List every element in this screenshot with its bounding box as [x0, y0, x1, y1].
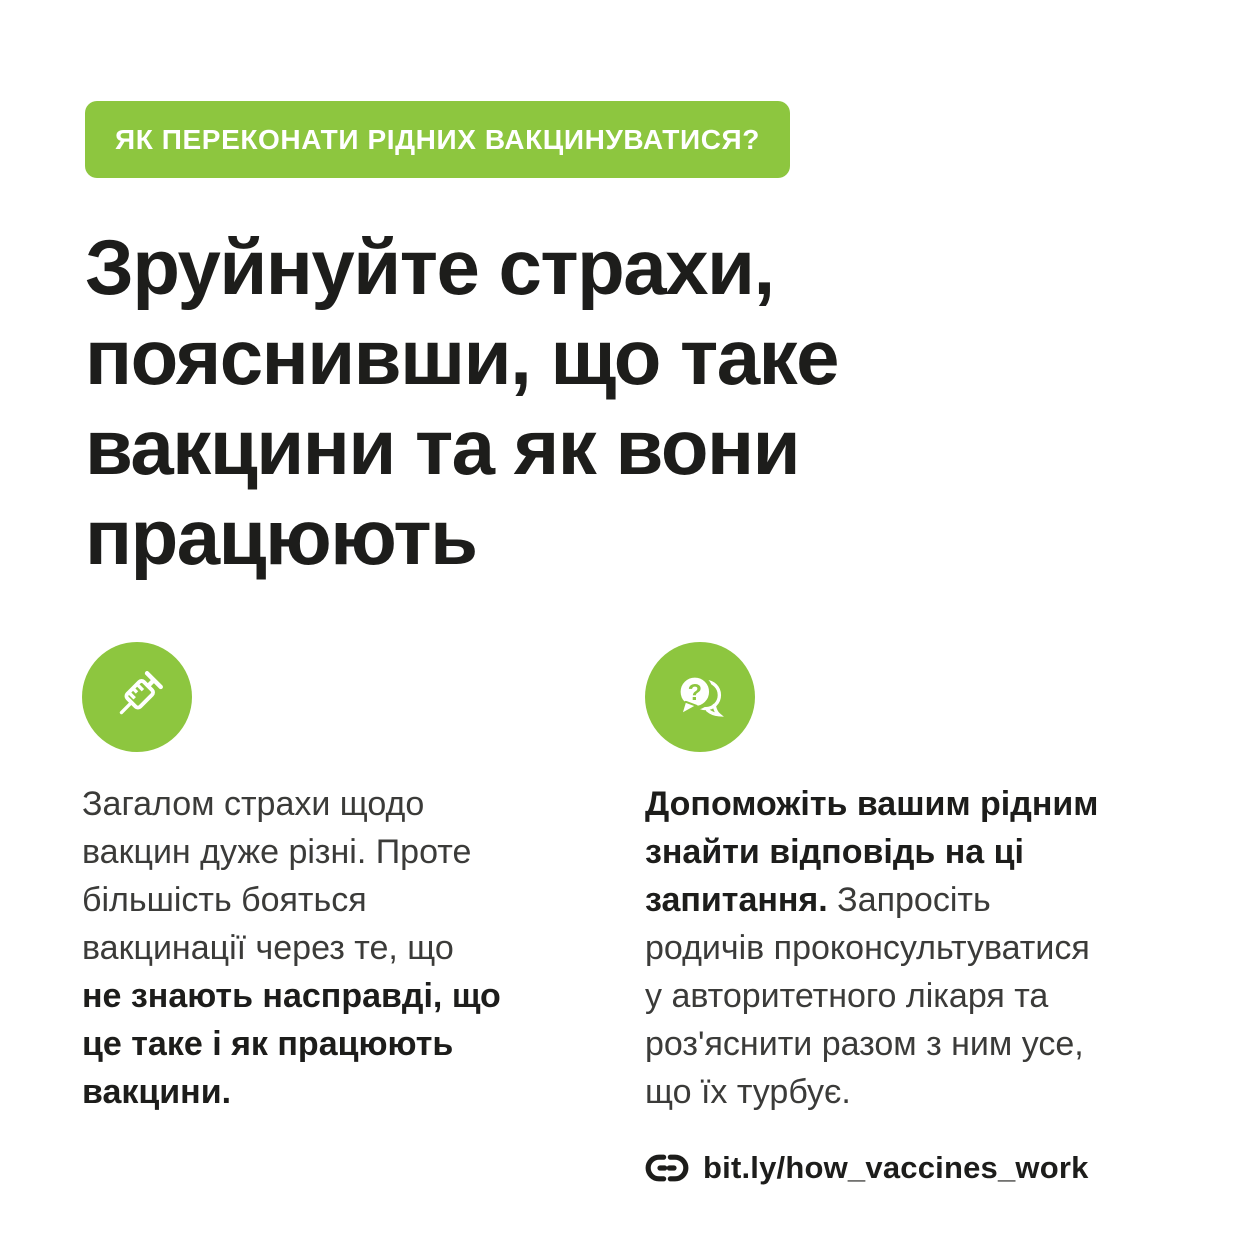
topic-badge	[85, 101, 790, 178]
chain-link-icon	[645, 1153, 689, 1183]
topic-badge-label: ЯК ПЕРЕКОНАТИ РІДНИХ ВАКЦИНУВАТИСЯ?	[115, 123, 760, 155]
advice-paragraph: Допоможіть вашим рідним знайти відповідь на ці запитання. Запросіть родичів проконсультуватися у авторитетного лікаря та роз'яснити разом з ним усе, що їх турбує.	[645, 785, 1099, 1111]
question-bubbles-icon-glyph	[669, 666, 731, 728]
fears-paragraph: Загалом страхи щодо вакцин дуже різні. Проте більшість бояться вакцинації через те, що не знають насправді, що це таке і як працюють вакцини.	[82, 785, 501, 1111]
page-title: Зруйнуйте страхи, пояснивши, що таке вакцини та як вони працюють	[85, 223, 839, 581]
column-advice	[645, 642, 1190, 1186]
syringe-icon	[82, 642, 192, 752]
link-row[interactable]	[645, 1150, 1190, 1186]
column-fears	[82, 642, 572, 1116]
syringe-icon-glyph	[106, 666, 168, 728]
link-text: bit.ly/how_vaccines_work	[703, 1150, 1089, 1185]
question-bubbles-icon	[645, 642, 755, 752]
question-mark-glyph: ?	[687, 679, 702, 706]
